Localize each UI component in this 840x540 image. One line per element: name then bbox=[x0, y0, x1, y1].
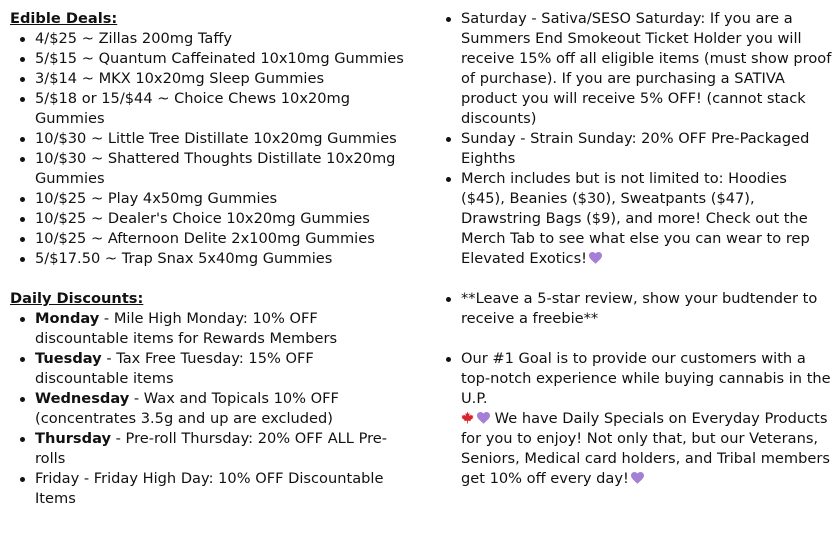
list-item: 5/$18 or 15/$44 ~ Choice Chews 10x20mg Gummies bbox=[35, 89, 410, 129]
list-item: 5/$17.50 ~ Trap Snax 5x40mg Gummies bbox=[35, 249, 410, 269]
maple-leaf-icon bbox=[461, 411, 474, 424]
list-item: 10/$30 ~ Shattered Thoughts Distillate 10x20mg Gummies bbox=[35, 149, 410, 189]
day-name: Thursday bbox=[35, 430, 111, 447]
day-discount-text: - Wax and Topicals 10% OFF (concentrates 3.5g and up are excluded) bbox=[35, 390, 339, 427]
list-item-review: **Leave a 5-star review, show your budtender to receive a freebie** bbox=[461, 289, 832, 329]
day-name: Tuesday bbox=[35, 350, 102, 367]
section-spacer bbox=[10, 269, 410, 289]
list-item-friday bbox=[35, 469, 410, 509]
list-item-monday bbox=[35, 309, 410, 349]
edible-deals-heading: Edible Deals: bbox=[10, 10, 118, 27]
daily-discounts-heading: Daily Discounts: bbox=[10, 290, 144, 307]
list-item-goal bbox=[461, 349, 832, 489]
purple-heart-icon bbox=[589, 252, 602, 264]
list-item-thursday bbox=[35, 429, 410, 469]
list-item: 10/$25 ~ Afternoon Delite 2x100mg Gummies bbox=[35, 229, 410, 249]
left-column bbox=[10, 9, 410, 509]
day-discount-text: - Tax Free Tuesday: 15% OFF discountable items bbox=[35, 350, 314, 387]
day-name: Monday bbox=[35, 310, 100, 327]
list-item: 10/$30 ~ Little Tree Distillate 10x20mg Gummies bbox=[35, 129, 410, 149]
list-item: 4/$25 ~ Zillas 200mg Taffy bbox=[35, 29, 410, 49]
daily-discounts-list bbox=[10, 309, 410, 509]
merch-text: Merch includes but is not limited to: Hoodies ($45), Beanies ($30), Sweatpants ($47), Drawstring Bags ($9), and more! Check out the Merch Tab to see what else you can wear to rep Elevated Exotics! bbox=[461, 170, 810, 267]
list-item: 10/$25 ~ Play 4x50mg Gummies bbox=[35, 189, 410, 209]
goal-text-end: We have Daily Specials on Everyday Products for you to enjoy! Not only that, but our Veterans, Seniors, Medical card holders, and Tribal members get 10% off every day! bbox=[461, 410, 830, 487]
right-column bbox=[436, 9, 832, 489]
day-discount-text: - Mile High Monday: 10% OFF discountable items for Rewards Members bbox=[35, 310, 338, 347]
list-item-merch bbox=[461, 169, 832, 269]
list-item-tuesday bbox=[35, 349, 410, 389]
list-item: 10/$25 ~ Dealer's Choice 10x20mg Gummies bbox=[35, 209, 410, 229]
day-name: Wednesday bbox=[35, 390, 130, 407]
day-discount-text: - Pre-roll Thursday: 20% OFF ALL Pre-rolls bbox=[35, 430, 388, 467]
purple-heart-icon bbox=[631, 472, 644, 484]
purple-heart-icon bbox=[477, 412, 490, 424]
list-item-wednesday bbox=[35, 389, 410, 429]
list-item-saturday: Saturday - Sativa/SESO Saturday: If you are a Summers End Smokeout Ticket Holder you will receive 15% off all eligible items (must show proof of purchase). If you are purchasing a SATIVA product you will receive 5% OFF! (cannot stack discounts) bbox=[461, 10, 832, 127]
list-item: 3/$14 ~ MKX 10x20mg Sleep Gummies bbox=[35, 69, 410, 89]
goal-text-start: Our #1 Goal is to provide our customers with a top-notch experience while buying cannabis in the U.P. bbox=[461, 350, 831, 407]
edible-deals-list bbox=[10, 29, 410, 269]
specials-list bbox=[436, 9, 832, 489]
list-item: 5/$15 ~ Quantum Caffeinated 10x10mg Gummies bbox=[35, 49, 410, 69]
list-item-sunday: Sunday - Strain Sunday: 20% OFF Pre-Packaged Eighths bbox=[461, 129, 832, 169]
day-discount-text: Friday - Friday High Day: 10% OFF Discountable Items bbox=[35, 470, 384, 507]
